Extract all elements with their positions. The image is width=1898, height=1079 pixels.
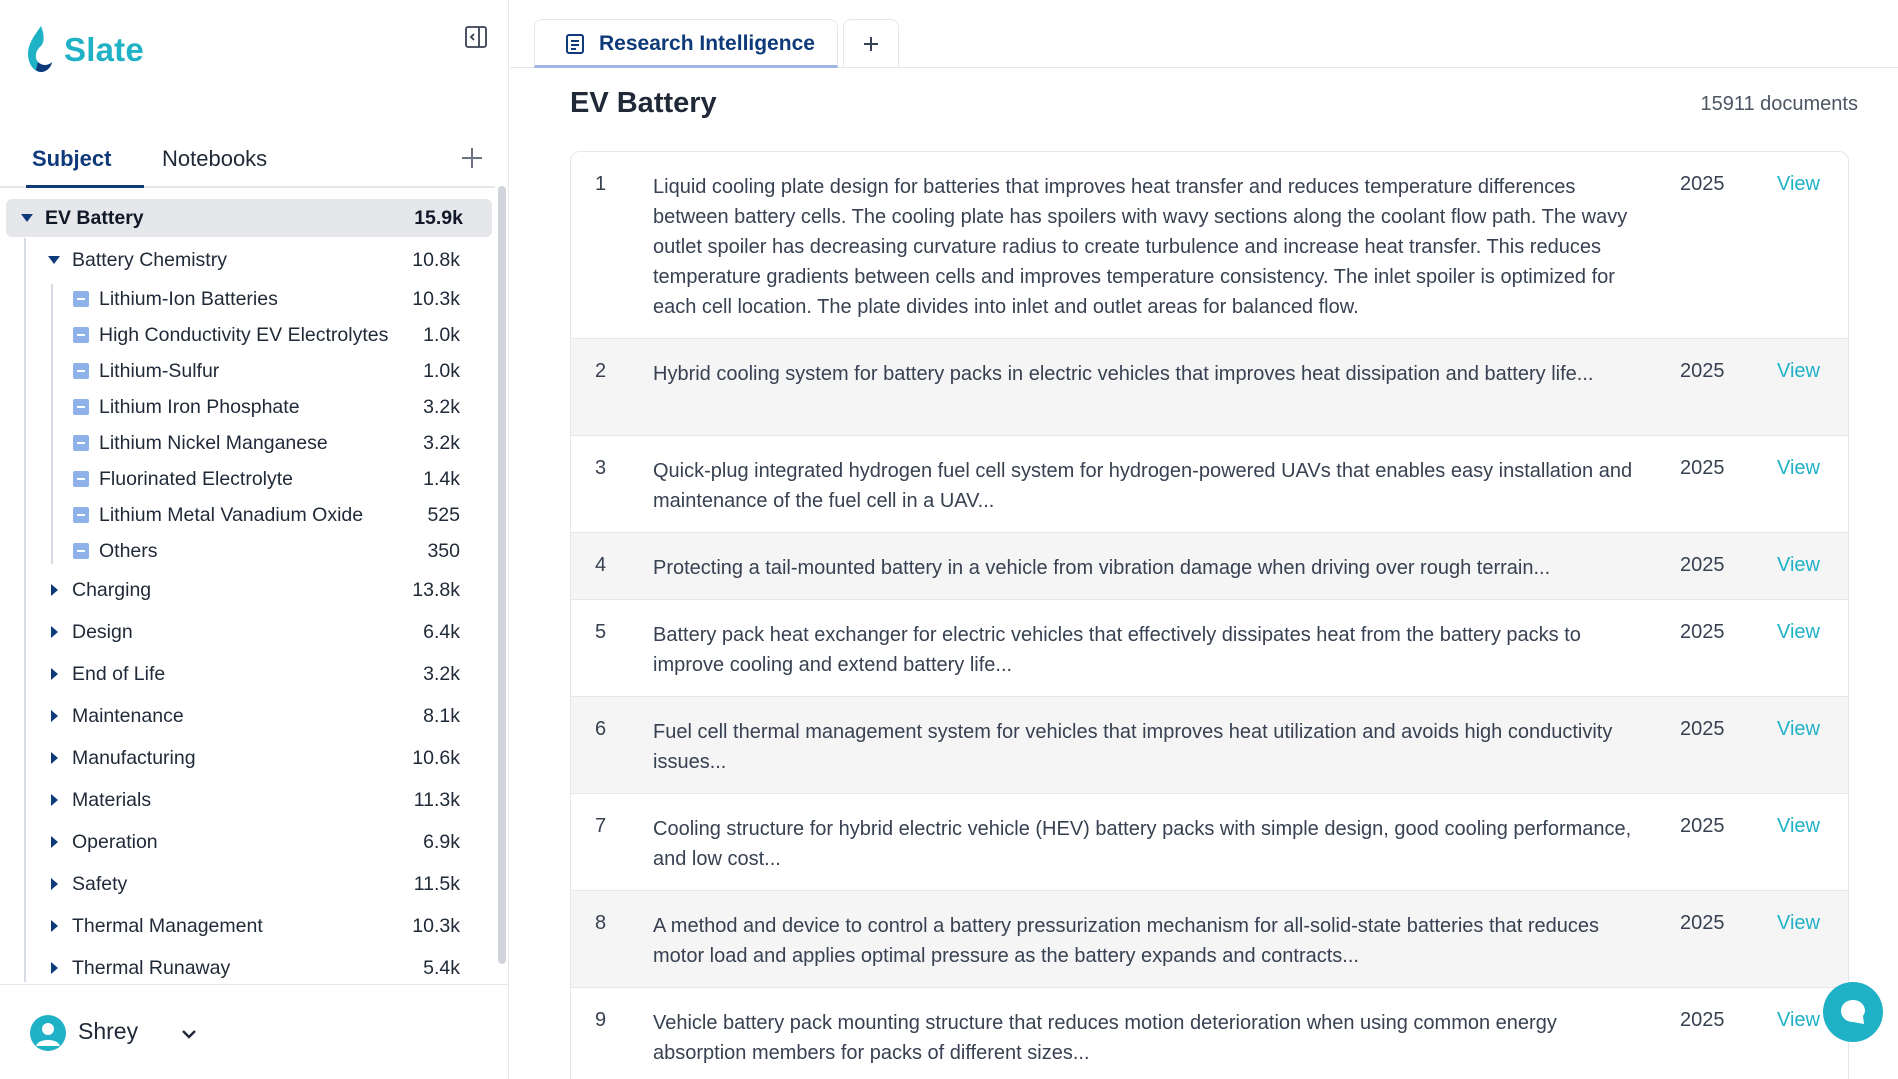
result-year: 2025 xyxy=(1680,1009,1725,1031)
result-summary: Fuel cell thermal management system for vehicles that improves heat utilization and avoids high conductivity issues... xyxy=(653,721,1613,773)
result-number: 8 xyxy=(595,912,607,934)
tree-item-count: 5.4k xyxy=(423,956,460,979)
plus-icon xyxy=(862,35,880,53)
tree-item-label: Charging xyxy=(72,578,152,601)
tree-item-label: Safety xyxy=(72,872,128,895)
result-row[interactable] xyxy=(571,697,1849,794)
page-title: EV Battery xyxy=(570,87,717,119)
tree-item-count: 350 xyxy=(427,539,460,562)
result-number: 5 xyxy=(595,621,607,643)
tree-item-label: Lithium-Sulfur xyxy=(99,359,220,382)
user-name: Shrey xyxy=(78,1018,139,1044)
user-menu[interactable] xyxy=(0,984,509,1079)
result-number: 7 xyxy=(595,815,607,837)
view-link[interactable]: View xyxy=(1777,718,1820,740)
tree-leaf-item[interactable] xyxy=(0,496,495,534)
result-row[interactable] xyxy=(571,533,1849,600)
tree-item-count: 10.3k xyxy=(412,287,460,310)
checkbox-icon xyxy=(73,543,89,559)
result-year: 2025 xyxy=(1680,554,1725,576)
result-summary: Liquid cooling plate design for batteries that improves heat transfer and reduces temperature differences between battery cells. The cooling plate has spoilers with wavy sections along the coolant flow path. The wavy outlet spoiler has decreasing curvature radius to create turbulence and increase heat transfer. This reduces temperature gradients between cells and improves temperature consistency. The inlet spoiler is optimized for each cell location. The plate divides into inlet and outlet areas for balanced flow. xyxy=(653,176,1628,318)
tree-item-thermal-runaway[interactable] xyxy=(0,949,495,982)
view-link[interactable]: View xyxy=(1777,912,1820,934)
caret-right-icon xyxy=(51,794,58,806)
tree-item-label: Lithium Metal Vanadium Oxide xyxy=(99,503,364,526)
view-link[interactable]: View xyxy=(1777,1009,1820,1031)
caret-right-icon xyxy=(51,752,58,764)
result-row[interactable] xyxy=(571,600,1849,697)
tree-item-ev-battery[interactable] xyxy=(6,199,492,237)
workspace-tab-bar xyxy=(510,0,1898,68)
tree-item-safety[interactable] xyxy=(0,865,495,903)
checkbox-icon xyxy=(73,507,89,523)
tree-item-operation[interactable] xyxy=(0,823,495,861)
add-tab-button[interactable] xyxy=(843,19,899,68)
caret-right-icon xyxy=(51,836,58,848)
tree-item-label: High Conductivity EV Electrolytes xyxy=(99,323,389,346)
view-link[interactable]: View xyxy=(1777,621,1820,643)
tree-item-manufacturing[interactable] xyxy=(0,739,495,777)
result-summary: Protecting a tail-mounted battery in a vehicle from vibration damage when driving over rough terrain... xyxy=(653,557,1551,579)
tree-item-thermal-management[interactable] xyxy=(0,907,495,945)
tree-item-count: 11.5k xyxy=(413,872,460,895)
tree-item-label: EV Battery xyxy=(45,206,144,229)
result-year: 2025 xyxy=(1680,360,1725,382)
chat-button[interactable] xyxy=(1823,982,1883,1042)
view-link[interactable]: View xyxy=(1777,457,1820,479)
sidebar-collapse-icon xyxy=(464,25,488,49)
tree-item-count: 1.4k xyxy=(423,467,460,490)
tree-item-label: Others xyxy=(99,539,158,562)
tree-item-label: Battery Chemistry xyxy=(72,248,227,271)
tree-item-count: 10.6k xyxy=(412,746,460,769)
tree-item-label: Maintenance xyxy=(72,704,184,727)
tree-item-label: Lithium-Ion Batteries xyxy=(99,287,278,310)
result-summary: Cooling structure for hybrid electric vehicle (HEV) battery packs with simple design, good cooling performance, and low cost... xyxy=(653,818,1632,870)
checkbox-icon xyxy=(73,291,89,307)
tree-item-label: Fluorinated Electrolyte xyxy=(99,467,294,490)
tree-item-label: Lithium Nickel Manganese xyxy=(99,431,328,454)
sidebar xyxy=(0,0,509,1079)
tree-item-count: 3.2k xyxy=(423,395,460,418)
tree-leaf-item[interactable] xyxy=(0,316,495,354)
app-logo[interactable] xyxy=(24,24,144,76)
tree-item-count: 8.1k xyxy=(423,704,460,727)
tree-item-label: End of Life xyxy=(72,662,166,685)
result-row[interactable] xyxy=(571,891,1849,988)
result-year: 2025 xyxy=(1680,718,1725,740)
tree-item-label: Operation xyxy=(72,830,158,853)
tree-leaf-item[interactable] xyxy=(0,532,495,570)
result-year: 2025 xyxy=(1680,815,1725,837)
result-row[interactable] xyxy=(571,794,1849,891)
tree-leaf-item[interactable] xyxy=(0,388,495,426)
tree-item-label: Materials xyxy=(72,788,152,811)
tree-item-design[interactable] xyxy=(0,613,495,651)
tree-item-count: 10.3k xyxy=(412,914,460,937)
tree-item-count: 3.2k xyxy=(423,431,460,454)
view-link[interactable]: View xyxy=(1777,815,1820,837)
tab-research-intelligence[interactable] xyxy=(534,19,838,68)
result-number: 1 xyxy=(595,173,607,195)
result-year: 2025 xyxy=(1680,173,1725,195)
result-number: 3 xyxy=(595,457,607,479)
tree-leaf-item[interactable] xyxy=(0,280,495,318)
result-row[interactable] xyxy=(571,988,1849,1079)
tab-label: Research Intelligence xyxy=(599,32,815,55)
result-row[interactable] xyxy=(571,339,1849,436)
result-summary: Quick-plug integrated hydrogen fuel cell system for hydrogen-powered UAVs that enables easy installation and maintenance of the fuel cell in a UAV... xyxy=(653,460,1633,512)
checkbox-icon xyxy=(73,327,89,343)
caret-right-icon xyxy=(51,710,58,722)
tree-item-battery-chemistry[interactable] xyxy=(0,241,495,279)
tree-item-count: 10.8k xyxy=(412,248,460,271)
caret-right-icon xyxy=(51,920,58,932)
tree-item-count: 13.8k xyxy=(412,578,460,601)
tree-item-count: 1.0k xyxy=(423,359,460,382)
tree-item-label: Thermal Runaway xyxy=(72,956,231,979)
user-avatar-icon xyxy=(30,1015,66,1051)
tree-item-label: Design xyxy=(72,620,133,643)
tree-leaf-item[interactable] xyxy=(0,352,495,390)
result-row[interactable] xyxy=(571,152,1849,339)
chevron-down-icon[interactable] xyxy=(178,1023,200,1045)
collapse-sidebar-button[interactable] xyxy=(461,22,491,52)
add-subject-plus-icon[interactable] xyxy=(458,144,486,172)
tree-item-label: Manufacturing xyxy=(72,746,196,769)
caret-down-icon xyxy=(48,256,60,264)
tree-item-count: 6.4k xyxy=(423,620,460,643)
view-link[interactable]: View xyxy=(1777,554,1820,576)
checkbox-icon xyxy=(73,471,89,487)
checkbox-icon xyxy=(73,363,89,379)
document-count: 15911 documents xyxy=(1700,93,1858,115)
result-row[interactable] xyxy=(571,436,1849,533)
caret-right-icon xyxy=(51,668,58,680)
tree-item-count: 6.9k xyxy=(423,830,460,853)
chat-bubble-icon xyxy=(1837,996,1869,1028)
tree-item-count: 525 xyxy=(427,503,460,526)
subject-tree xyxy=(0,196,495,982)
caret-down-icon xyxy=(21,214,33,222)
tab-subject[interactable]: Subject xyxy=(26,146,144,188)
app-name: Slate xyxy=(64,31,144,68)
caret-right-icon xyxy=(51,878,58,890)
result-number: 4 xyxy=(595,554,607,576)
result-summary: A method and device to control a battery pressurization mechanism for all-solid-state batteries that reduces motor load and applies optimal pressure as the battery expands and contracts... xyxy=(653,915,1600,967)
result-year: 2025 xyxy=(1680,457,1725,479)
caret-right-icon xyxy=(51,626,58,638)
tab-notebooks[interactable]: Notebooks xyxy=(162,146,268,171)
tree-item-maintenance[interactable] xyxy=(0,697,495,735)
main-content xyxy=(510,0,1898,1079)
sidebar-tabs xyxy=(0,138,495,188)
tree-item-charging[interactable] xyxy=(0,571,495,609)
avatar[interactable] xyxy=(30,1015,66,1051)
tree-leaf-item[interactable] xyxy=(0,424,495,462)
result-number: 9 xyxy=(595,1009,607,1031)
tree-item-count: 3.2k xyxy=(423,662,460,685)
tree-item-count: 15.9k xyxy=(414,206,463,229)
checkbox-icon xyxy=(73,435,89,451)
result-year: 2025 xyxy=(1680,621,1725,643)
view-link[interactable]: View xyxy=(1777,360,1820,382)
results-list xyxy=(570,151,1849,1079)
tree-item-materials[interactable] xyxy=(0,781,495,819)
slate-logo-icon xyxy=(24,24,58,76)
caret-right-icon xyxy=(51,962,58,974)
result-year: 2025 xyxy=(1680,912,1725,934)
view-link[interactable]: View xyxy=(1777,173,1820,195)
tree-scrollbar[interactable] xyxy=(498,186,506,964)
tree-item-label: Lithium Iron Phosphate xyxy=(99,395,300,418)
result-summary: Hybrid cooling system for battery packs in electric vehicles that improves heat dissipation and battery life... xyxy=(653,363,1594,385)
checkbox-icon xyxy=(73,399,89,415)
result-summary: Battery pack heat exchanger for electric vehicles that effectively dissipates heat from the battery packs to improve cooling and extend battery life... xyxy=(653,624,1581,676)
tree-item-end-of-life[interactable] xyxy=(0,655,495,693)
result-summary: Vehicle battery pack mounting structure that reduces motion deterioration when using common energy absorption members for packs of different sizes... xyxy=(653,1012,1557,1064)
tree-item-count: 11.3k xyxy=(413,788,460,811)
tree-item-label: Thermal Management xyxy=(72,914,263,937)
tree-item-count: 1.0k xyxy=(423,323,460,346)
result-number: 2 xyxy=(595,360,607,382)
caret-right-icon xyxy=(51,584,58,596)
tree-leaf-item[interactable] xyxy=(0,460,495,498)
document-icon xyxy=(565,33,585,55)
result-number: 6 xyxy=(595,718,607,740)
